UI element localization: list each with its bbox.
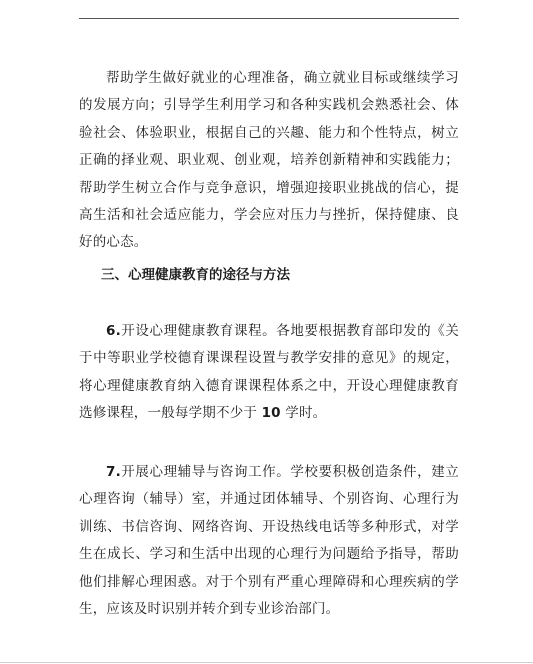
item-text: 开设心理健康教育课程。各地要根据教育部印发的《关于中等职业学校德育课课程设置与教学安排的意见》的规定，将心理健康教育纳入德育课课程体系之中，开设心理健康教育选修课程，一般每学期不少于	[79, 323, 459, 422]
page-bottom-edge	[0, 662, 533, 663]
header-rule	[79, 18, 459, 19]
item-text-end: 学时。	[280, 405, 327, 422]
paragraph-item-7	[79, 459, 459, 623]
item-number: 6.	[106, 323, 121, 339]
item-number: 7.	[106, 464, 121, 480]
paragraph-career-preparation: 帮助学生做好就业的心理准备，确立就业目标或继续学习的发展方向；引导学生利用学习和各种实践机会熟悉社会、体验社会、体验职业，根据自己的兴趣、能力和个性特点，树立正确的择业观、职业观、创业观，培养创新精神和实践能力；帮助学生树立合作与竞争意识，增强迎接职业挑战的信心，提高生活和社会适应能力，学会应对压力与挫折，保持健康、良好的心态。	[79, 70, 459, 251]
hours-value: 10	[261, 405, 281, 422]
item-text: 开展心理辅导与咨询工作。学校要积极创造条件，建立心理咨询（辅导）室，并通过团体辅导、个别咨询、心理行为训练、书信咨询、网络咨询、开设热线电话等多种形式，对学生在成长、学习和生活中出现的心理行为问题给予指导，帮助他们排解心理困惑。对于个别有严重心理障碍和心理疾病的学生，应该及时识别并转介到专业诊治部门。	[79, 464, 459, 618]
section-heading: 三、心理健康教育的途径与方法	[101, 267, 290, 283]
paragraph-item-6	[79, 318, 459, 428]
